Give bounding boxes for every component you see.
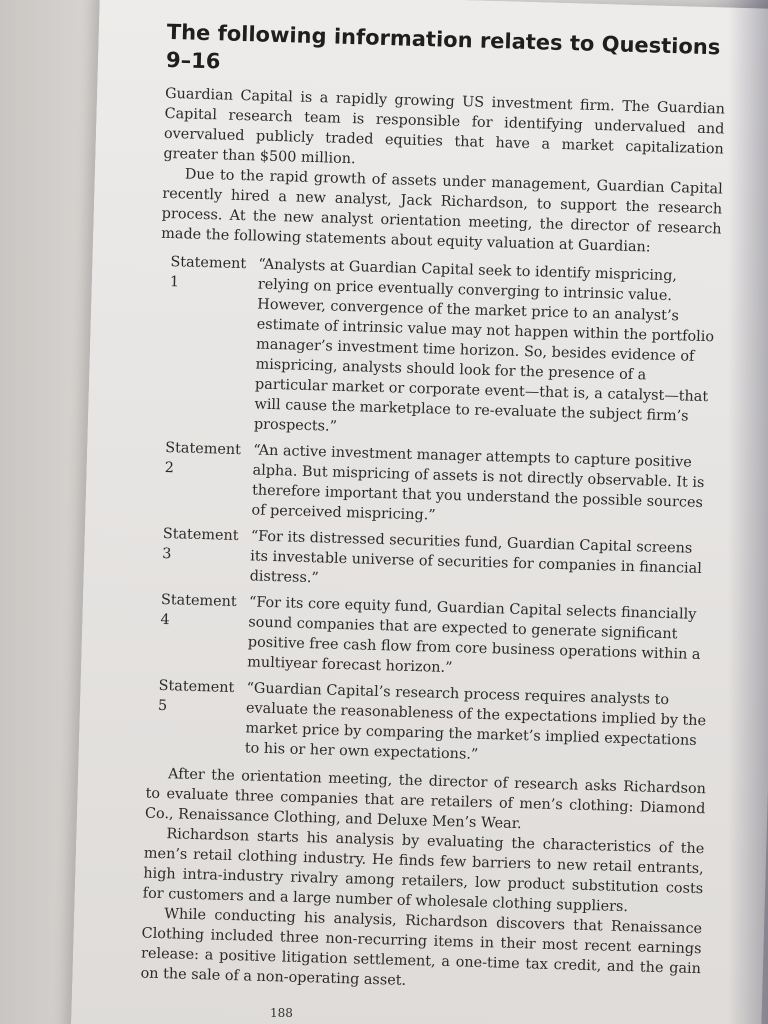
statement-label: Statement 4 xyxy=(160,591,237,629)
statement-text: “For its distressed securities fund, Guardian Capital screens its investable universe of securities for companies in financial distress.” xyxy=(249,528,703,587)
statement-2 xyxy=(153,438,715,534)
body-paragraph-3: While conducting his analysis, Richardson discovers that Renaissance Clothing included three non-recurring items in their most recent earnings release: a positive litigation settlement, a one-time tax credit, and the gain on the sale of a non-operating asset. xyxy=(140,906,703,989)
statement-1 xyxy=(156,252,721,448)
book-page xyxy=(70,0,768,1024)
statement-text: “Guardian Capital’s research process requires analysts to evaluate the reasonableness of the expectations implied by the market price by comparing the market’s implied expectations to his or her own expectations.” xyxy=(244,680,707,763)
body-paragraph-2: Richardson starts his analysis by evaluating the characteristics of the men’s retail clothing industry. He finds few barriers to new retail entrants, high intra-industry rivalry among retailers, low product substitution costs for customers and a large number of wholesale clothing suppliers. xyxy=(142,826,705,916)
statements-list xyxy=(147,252,721,771)
statement-label: Statement 1 xyxy=(169,254,247,291)
statement-label: Statement 2 xyxy=(164,440,242,477)
intro-paragraph-2: Due to the rapid growth of assets under management, Guardian Capital recently hired a new analyst, Jack Richardson, to support the research process. At the new analyst orientation meeting, the director of research made the following statements about equity valuation at Guardian: xyxy=(160,166,723,256)
page-number: 188 xyxy=(270,1006,293,1020)
page-content xyxy=(140,18,727,999)
statement-label: Statement 3 xyxy=(162,525,239,563)
statement-label: Statement 5 xyxy=(157,677,235,715)
statement-text: “For its core equity fund, Guardian Capital selects financially sound companies that are expected to generate significant positive free cash flow from core business operations within a multiyear forecast horizon.” xyxy=(247,594,701,677)
statement-3 xyxy=(151,524,712,600)
body-paragraph-1: After the orientation meeting, the director of research asks Richardson to evaluate three companies that are retailers of men’s clothing: Diamond Co., Renaissance Clothing, and Deluxe Men’s Wear. xyxy=(144,766,707,833)
statement-4 xyxy=(149,590,711,686)
statement-text: “An active investment manager attempts to capture positive alpha. But mispricing of assets is not directly observable. It is therefore important that you understand the possible sources of perceived mispricing.” xyxy=(251,442,705,524)
statement-5 xyxy=(147,676,709,772)
section-heading: The following information relates to Questions 9–16 xyxy=(165,19,721,74)
intro-paragraph-1: Guardian Capital is a rapidly growing US investment firm. The Guardian Capital research team is responsible for identifying undervalued and overvalued publicly traded equities that have a market capitalization greater than $500 million. xyxy=(163,85,726,168)
statement-text: “Analysts at Guardian Capital seek to identify mispricing, relying on price eventually converging to intrinsic value. However, convergence of the market price to an analyst’s estimate of intrinsic value may not happen within the portfolio manager’s investment time horizon. So, besides evidence of mispricing, analysts should look for the presence of a particular market or corporate event—that is, a catalyst—that will cause the marketplace to re-evaluate the subject firm’s prospects.” xyxy=(253,256,715,435)
